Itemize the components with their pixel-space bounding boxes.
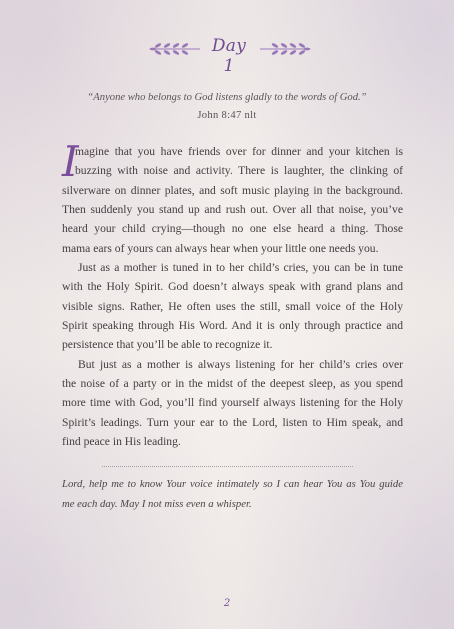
text-line: with the Holy Spirit. God doesn’t always speak with grand plans and [62,280,403,294]
text-line: Spirit’s leadings. Turn your ear to the Lord, listen to Him speak, and [62,415,403,429]
prayer [62,474,403,514]
text-line: But just as a mother is always listening for her child’s cries over [78,357,403,371]
text-line: the noise of a party or in the midst of the deepest sleep, as you spend [62,377,403,391]
page-number: 2 [223,598,231,609]
text-line: buzzing with noise and activity. There is laughter, the clinking of [75,164,403,178]
text-line: persistence that you’ll be able to recognize it. [62,338,273,352]
paragraph [62,137,403,258]
text-line: find peace in His leading. [62,435,181,449]
text-line: visible signs. Rather, He often uses the still, small voice of the Holy [62,299,403,313]
laurel-branch-icon [258,41,312,57]
paragraph [62,258,403,355]
dotted-divider [102,466,353,467]
devotional-body [62,137,403,452]
day-header [0,36,454,76]
scripture-reference: John 8:47 nlt [197,110,257,121]
text-line: more time with God, you’ll find yourself always listening for the Holy [62,396,403,410]
text-line: Spirit speaking through His Word. And it is only through practice and [62,319,403,333]
prayer-line: me each day. May I not miss even a whisper. [62,498,252,510]
prayer-line: Lord, help me to know Your voice intimately so I can hear You as You guide [62,478,403,490]
text-line: mama ears of yours can always hear when your little one needs you. [62,241,379,255]
drop-cap: I [62,137,79,186]
day-title: Day 1 [211,36,247,76]
text-line: silverware on dinner plates, and soft music playing in the background. [62,183,403,197]
scripture-quote: “Anyone who belongs to God listens gladly to the words of God.” [87,92,367,103]
paragraph [62,355,403,452]
text-line: Just as a mother is tuned in to her child’s cries, you can be in tune [78,261,403,275]
text-line: Then suddenly you stand up and rush out. Over all that noise, you’ve [62,203,403,217]
text-line: heard your child crying—though no one else heard a thing. Those [62,222,403,236]
laurel-branch-icon [148,41,202,57]
text-line: magine that you have friends over for dinner and your kitchen is [75,145,403,158]
